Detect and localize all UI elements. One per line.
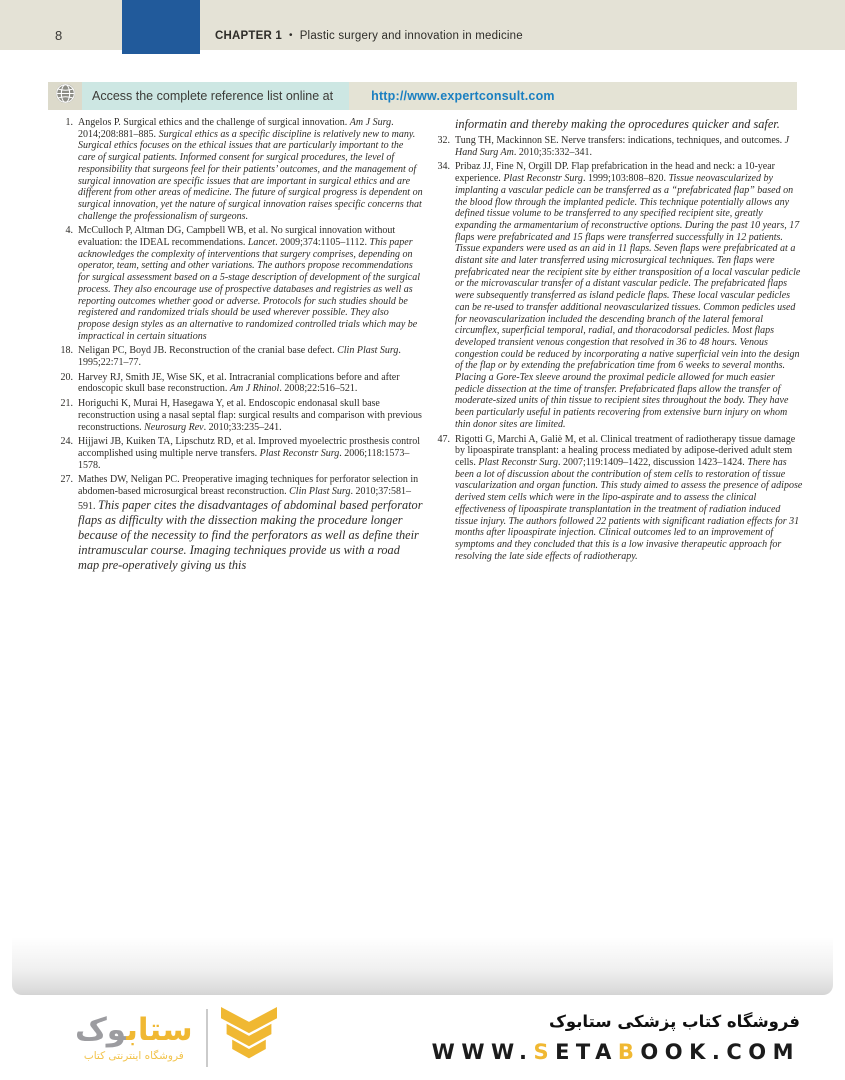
logo-wordmark-block bbox=[75, 1011, 193, 1062]
globe-icon-cell bbox=[48, 82, 82, 110]
reference-text: Mathes DW, Neligan PC. Preoperative imaging techniques for perforator selection in abdomen-based microsurgical breast reconstruction. Clin Plast Surg. 2010;37:581–591. This paper cites the disadvantages of abdominal based perforator flaps as difficulty with the dissection making the procedure longer because of the necessity to find the perforators as well as define their intramuscular course. Imaging techniques provide us with a road map pre-operatively giving us this bbox=[78, 474, 423, 572]
store-name: فروشگاه کتاب پزشکی ستابوک bbox=[549, 1011, 800, 1031]
chapter-label: CHAPTER 1 bbox=[215, 30, 282, 42]
reference-number: 18. bbox=[60, 345, 73, 357]
reference-item bbox=[432, 117, 803, 132]
reference-number: 20. bbox=[60, 371, 73, 383]
reference-text: Horiguchi K, Murai H, Hasegawa Y, et al. Endoscopic endonasal skull base reconstruction using a nasal septal flap: surgical results and comparison with previous reconstructions. Neurosurg Rev. 2010;33:235–241. bbox=[78, 398, 422, 433]
references-left-column bbox=[55, 117, 423, 576]
globe-icon bbox=[55, 83, 76, 109]
reference-number: 32. bbox=[437, 135, 450, 146]
banner-text-highlight bbox=[82, 82, 349, 110]
page-bottom-shadow bbox=[12, 937, 833, 995]
banner-url[interactable]: http://www.expertconsult.com bbox=[371, 89, 555, 103]
bookstore-footer bbox=[0, 995, 845, 1080]
references-right-column bbox=[432, 117, 803, 576]
wordmark-accent-part: ستاب‍ bbox=[126, 1011, 193, 1048]
reference-item bbox=[432, 434, 803, 563]
reference-item bbox=[55, 436, 423, 471]
reference-text: Angelos P. Surgical ethics and the challenge of surgical innovation. Am J Surg. 2014;208:881–885. Surgical ethics as a specific discipline is relatively new to many. Surgical ethics focuses on the ethical issues that are particularly important to the care of surgical patients. Informed consent for surgical procedures, the level of responsibility that surgeons feel for their patients’ outcomes, and the management of surgical innovation are specific issues that are important in surgical ethics and are different from other areas of medicine. The future of surgical progress is dependent on surgical innovation, yet the nature of surgical innovation raises specific concerns that challenge the professionalism of surgeons. bbox=[78, 117, 423, 222]
logo-separator bbox=[206, 1009, 208, 1067]
reference-text: Harvey RJ, Smith JE, Wise SK, et al. Intracranial complications before and after endoscopic skull base reconstruction. Am J Rhinol. 2008;22:516–521. bbox=[78, 371, 400, 395]
chevron-logo-icon bbox=[221, 1005, 277, 1070]
reference-number: 27. bbox=[60, 474, 73, 486]
reference-number: 4. bbox=[65, 225, 73, 237]
reference-text: Neligan PC, Boyd JB. Reconstruction of the cranial base defect. Clin Plast Surg. 1995;22:71–77. bbox=[78, 345, 401, 369]
reference-text: Tung TH, Mackinnon SE. Nerve transfers: indications, techniques, and outcomes. J Hand Surg Am. 2010;35:332–341. bbox=[455, 135, 790, 158]
reference-number: 21. bbox=[60, 398, 73, 410]
website-url: WWW.SETABOOK.COM bbox=[431, 1039, 800, 1064]
reference-item bbox=[55, 345, 423, 368]
running-head bbox=[215, 30, 523, 42]
reference-text: informatin and thereby making the oprocedures quicker and safer. bbox=[455, 117, 780, 131]
banner-text: Access the complete reference list online at bbox=[92, 89, 334, 103]
reference-number: 47. bbox=[437, 433, 450, 445]
logo-tagline: فروشگاه اینترنتی کتاب bbox=[83, 1049, 184, 1062]
reference-number bbox=[432, 117, 455, 132]
page-number: 8 bbox=[55, 28, 63, 43]
reference-item bbox=[55, 225, 423, 342]
chapter-color-tab bbox=[122, 0, 200, 54]
reference-number: 34. bbox=[437, 161, 450, 173]
reference-text: McCulloch P, Altman DG, Campbell WB, et al. No surgical innovation without evaluation: the IDEAL recommendations. Lancet. 2009;374:1105–1112. This paper acknowledges the complexity of interventions that surgery comprises, depending on operator, team, setting and other variations. The authors propose recommendations for surgical assessment based on a 5-stage description of development of the surgical process. They also encourage use of prospective databases and registries as well as reporting outcomes whether good or adverse. Protocols for such studies should be registered and randomized trials should be used wherever possible. They also propose design styles as an alternative to randomized controlled trials which may be impractical in certain situations bbox=[78, 225, 420, 342]
reference-number: 24. bbox=[60, 436, 73, 448]
online-access-banner bbox=[48, 82, 797, 110]
reference-item bbox=[55, 372, 423, 395]
reference-item bbox=[432, 135, 803, 158]
reference-item bbox=[55, 117, 423, 222]
reference-item bbox=[432, 161, 803, 430]
reference-item bbox=[55, 398, 423, 433]
reference-list bbox=[0, 110, 845, 576]
page-header bbox=[0, 0, 845, 50]
reference-text: Rigotti G, Marchi A, Galiè M, et al. Clinical treatment of radiotherapy tissue damage by lipoaspirate transplant: a healing process mediated by adipose-derived adult stem cells. Plast Reconstr Surg. 2007;119:1409–1422, discussion 1423–1424. There has been a lot of discussion about the contribution of stem cells to restoration of tissue vascularization and organ function. This study aimed to assess the presence of adipose derived stem cells which were in the lipo-aspirate and to assess the clinical effectiveness of lipoaspirate transplantation in the treatment of radiation induced tissue injury. The authors followed 22 patients with significant radiation effects for 31 months after lipoaspirate injection. Clinical outcomes led to an improvement of symptoms and they concluded that this is a low invasive therapeutic approach for resolving the late side effects of radiotherapy. bbox=[455, 433, 803, 562]
reference-number: 1. bbox=[65, 117, 73, 128]
chapter-title: Plastic surgery and innovation in medicine bbox=[299, 30, 523, 42]
reference-text: Hijjawi JB, Kuiken TA, Lipschutz RD, et al. Improved myoelectric prosthesis control accomplished using multiple nerve transfers. Plast Reconstr Surg. 2006;118:1573–1578. bbox=[78, 436, 421, 471]
footer-text-block bbox=[432, 1012, 800, 1064]
banner-url-area bbox=[349, 82, 797, 110]
reference-item bbox=[55, 474, 423, 572]
logo-wordmark bbox=[75, 1011, 193, 1048]
wordmark-gray-part: ‍وک bbox=[75, 1011, 127, 1048]
bullet-separator: • bbox=[288, 30, 293, 41]
reference-text: Pribaz JJ, Fine N, Orgill DP. Flap prefabrication in the head and neck: a 10-year experience. Plast Reconstr Surg. 1999;103:808–820. Tissue neovascularized by implanting a vascular pedicle can be transferred as a “prefabricated flap” based on the blood flow through the implanted pedicle. This technique potentially allows any defined tissue volume to be transferred to any specified recipient site, greatly expanding the armamentarium of reconstructive options. During the past 10 years, 17 flaps were prefabricated and 15 flaps were transferred successfully in 12 patients. Tissue expanders were used as an aid in 11 flaps. Seven flaps were prefabricated at a distant site and later transferred using microsurgical techniques. Ten flaps were prefabricated near the recipient site by either transposition of a local vascular pedicle or the microvascular transfer of a distant vascular pedicle. The prefabricated flaps were subsequently transferred as island pedicle flaps. These local vascular pedicles can be re-used to transfer additional neovascularized tissues. Common pedicles used for neovascularization included the descending branch of the lateral femoral circumflex, superficial temporal, radial, and thoracodorsal pedicles. Most flaps developed transient venous congestion that resolved in 36 to 48 hours. Venous congestion could be reduced by incorporating a native superficial vein into the design of the flap or by extending the prefabrication time from 6 weeks to several months. Placing a Gore-Tex sleeve around the proximal pedicle allowed for much easier pedicle dissection at the time of transfer. Prefabricated flaps allow the transfer of moderate-sized units of thin tissue to recipient sites throughout the body. They have been particularly useful in patients recovering from extensive burn injury on whom thin donor sites are limited. bbox=[455, 161, 801, 430]
setabook-logo bbox=[75, 1005, 277, 1070]
